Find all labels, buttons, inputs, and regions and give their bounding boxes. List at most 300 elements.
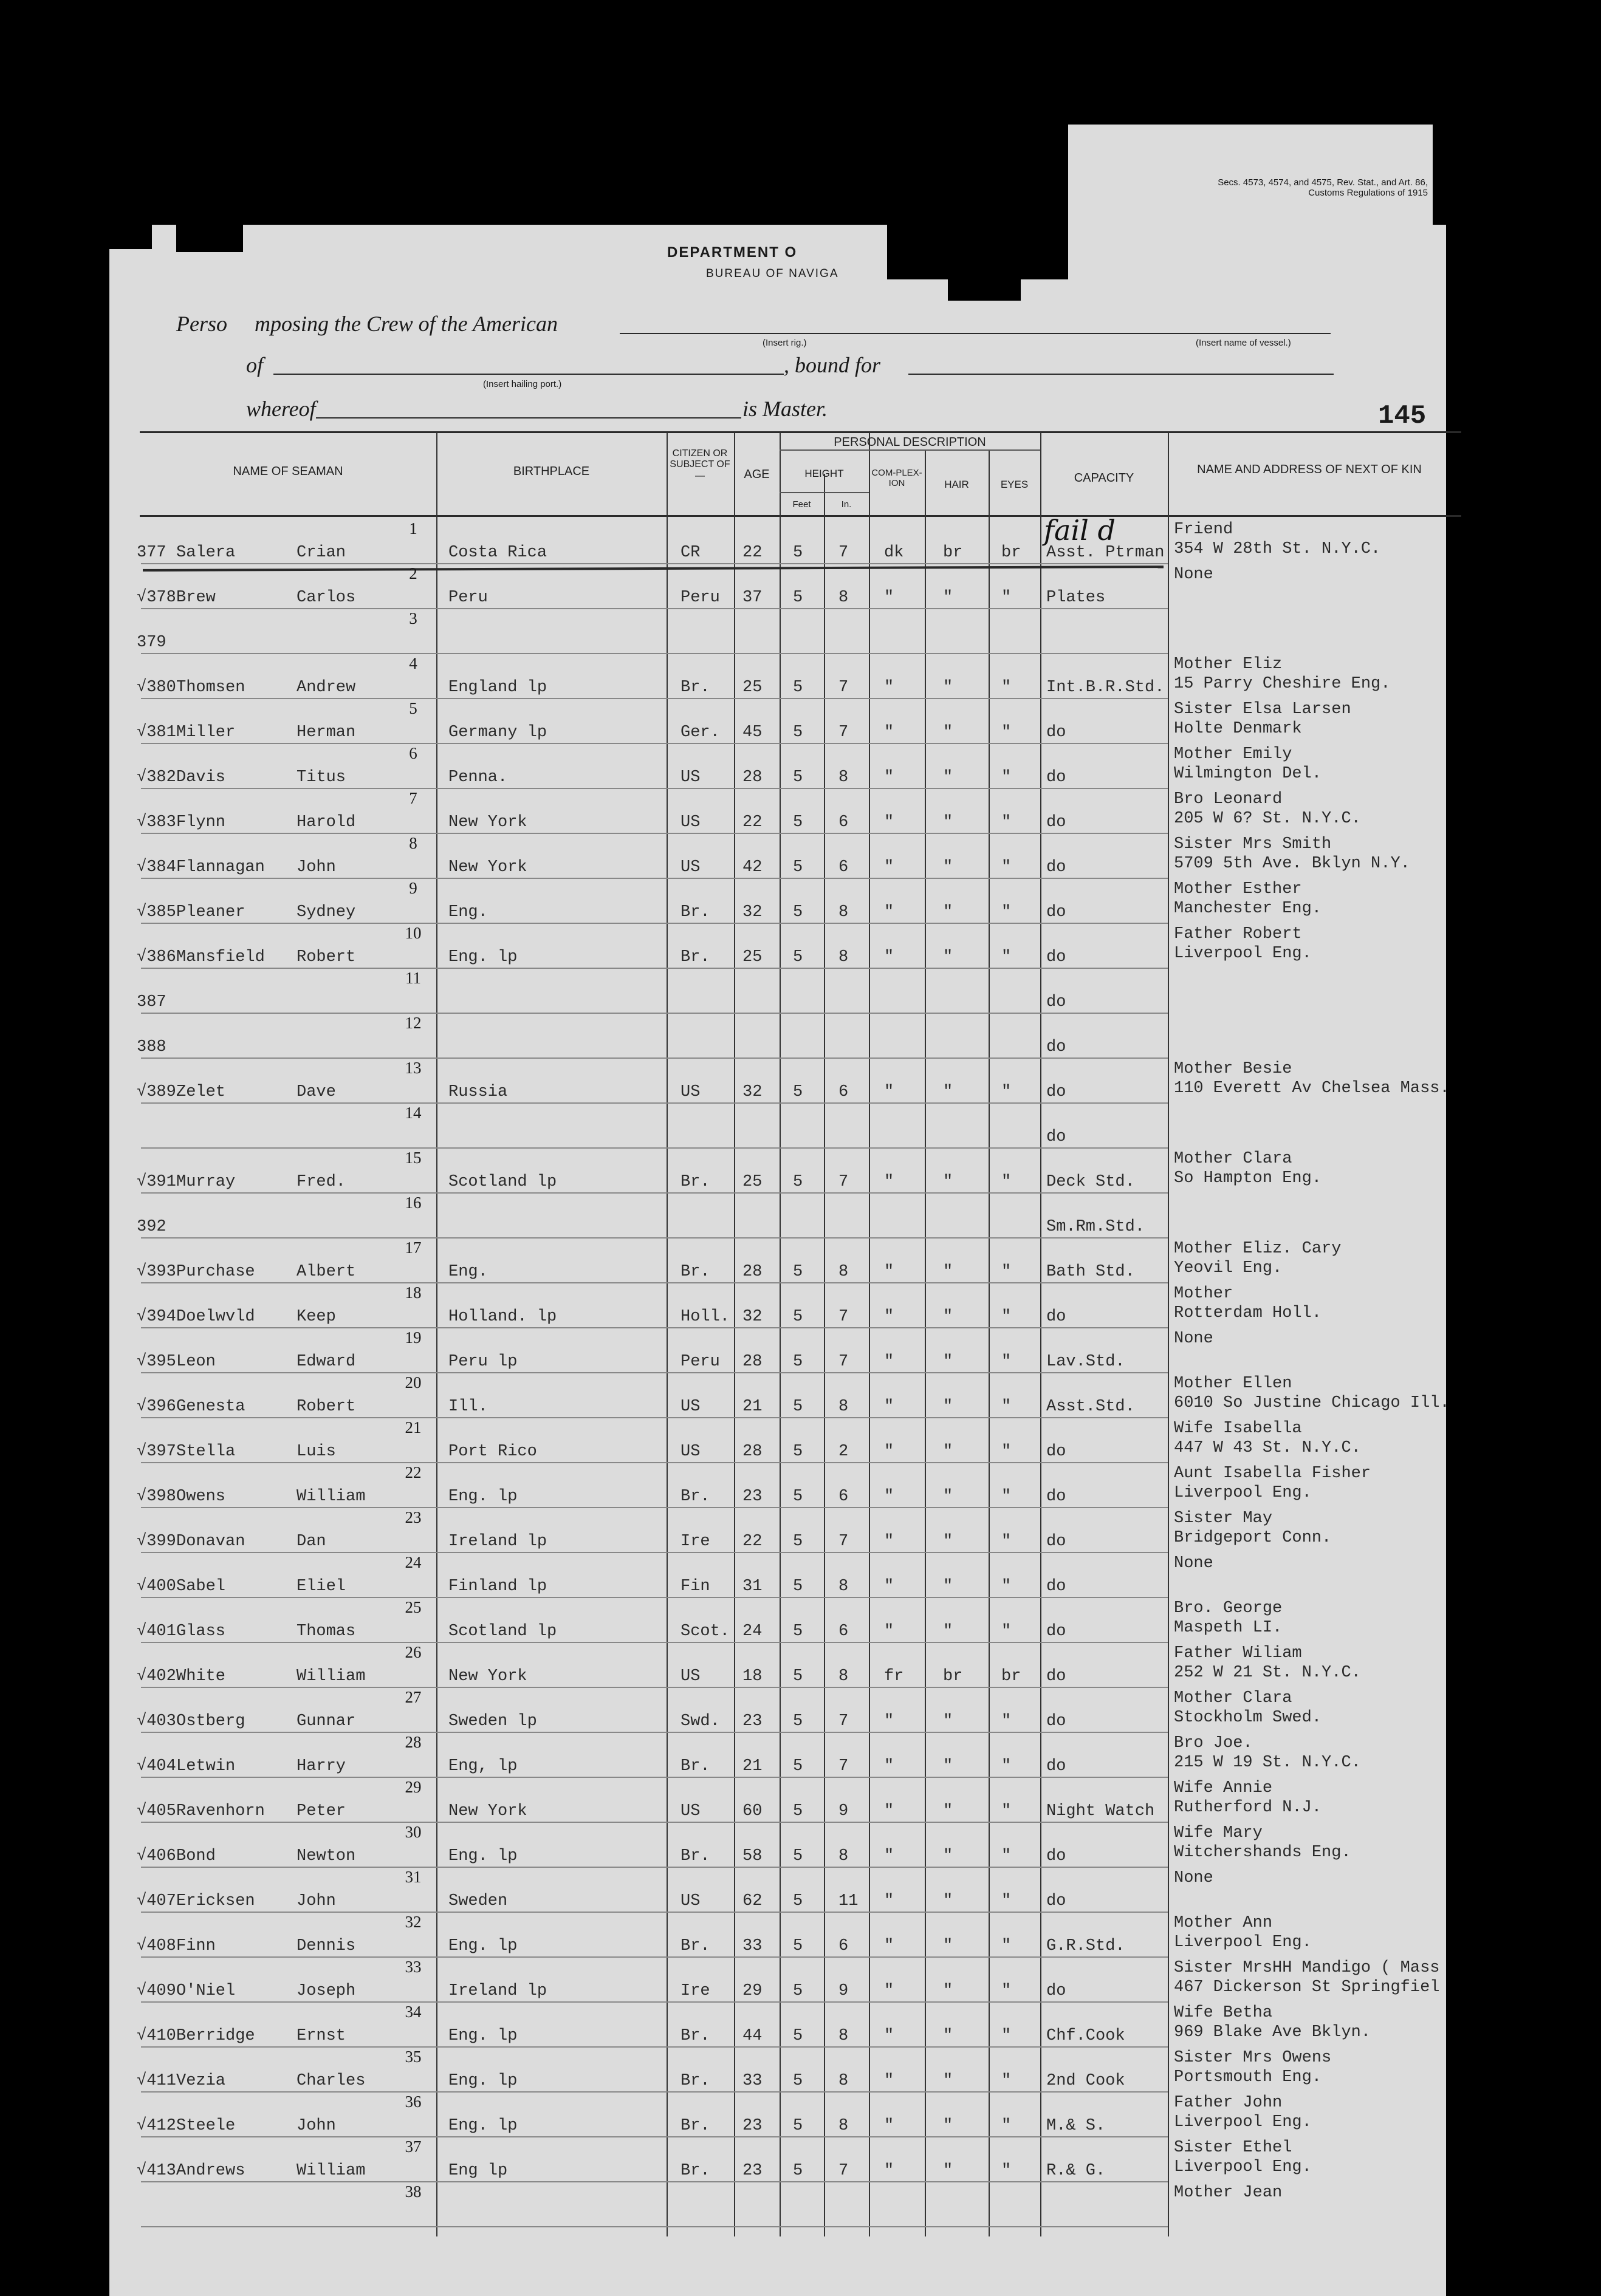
cell-next-of-kin-name: Sister Mrs Owens [1174, 2049, 1332, 2067]
cell-citizenship: US [681, 768, 701, 787]
regulations-note: Secs. 4573, 4574, and 4575, Rev. Stat., and Art. 86, Customs Regulations of 1915 [1218, 177, 1428, 198]
cell-citizenship: Br. [681, 2027, 710, 2045]
cell-next-of-kin-name: Mother Esther [1174, 880, 1302, 898]
cell-next-of-kin-address: Rotterdam Holl. [1174, 1304, 1322, 1322]
cell-eyes: " [1001, 2072, 1012, 2090]
cell-height-inches: 6 [838, 1488, 849, 1506]
cell-citizenship: Br. [681, 903, 710, 921]
cell-citizenship: Holl. [681, 1308, 730, 1326]
row-number: 3 [409, 609, 417, 627]
col-header-capacity: CAPACITY [1074, 471, 1134, 485]
cell-given-name: Albert [297, 1263, 356, 1281]
cell-surname: Ravenhorn [176, 1802, 265, 1820]
cell-capacity: do [1046, 813, 1066, 832]
cell-surname: O'Niel [176, 1982, 236, 2000]
cell-eyes: " [1001, 2027, 1012, 2045]
row-number: 15 [405, 1149, 422, 1167]
master-label: is Master. [742, 397, 828, 421]
cell-height-feet: 5 [793, 1398, 803, 1416]
cell-capacity: do [1046, 858, 1066, 876]
cell-age: 24 [742, 1622, 763, 1641]
cell-next-of-kin-name: None [1174, 1330, 1213, 1348]
cell-next-of-kin-name: Mother Ellen [1174, 1375, 1292, 1393]
cell-seq-number: √402 [137, 1667, 176, 1686]
cell-next-of-kin-address: So Hampton Eng. [1174, 1169, 1322, 1187]
cell-surname: Sabel [176, 1577, 226, 1596]
cell-citizenship: US [681, 813, 701, 832]
cell-next-of-kin-address: 467 Dickerson St Springfiel [1174, 1978, 1440, 1997]
cell-complexion: fr [884, 1667, 904, 1686]
cell-next-of-kin-name: Mother [1174, 1285, 1233, 1303]
row-rule [141, 2181, 1168, 2182]
row-number: 22 [405, 1463, 422, 1481]
cell-height-inches: 8 [838, 768, 849, 787]
row-rule [141, 1192, 1168, 1194]
cell-next-of-kin-address: 205 W 6? St. N.Y.C. [1174, 810, 1361, 828]
cell-eyes: " [1001, 1488, 1012, 1506]
row-rule [141, 1327, 1168, 1328]
cell-given-name: Edward [297, 1353, 356, 1371]
cell-height-inches: 8 [838, 1667, 849, 1686]
row-rule [141, 698, 1168, 699]
cell-hair: " [943, 903, 953, 921]
cell-age: 29 [742, 1982, 763, 2000]
cell-complexion: dk [884, 544, 904, 562]
cell-given-name: William [297, 2162, 366, 2180]
cell-surname: Davis [176, 768, 226, 787]
row-number: 7 [409, 789, 417, 807]
cell-birthplace: Eng. lp [448, 2072, 518, 2090]
cell-given-name: William [297, 1488, 366, 1506]
row-number: 32 [405, 1913, 422, 1931]
cell-birthplace: Port Rico [448, 1443, 537, 1461]
cell-birthplace: Ill. [448, 1398, 488, 1416]
row-number: 36 [405, 2093, 422, 2111]
cell-next-of-kin-address: Manchester Eng. [1174, 900, 1322, 918]
cell-seq-number: √413 [137, 2162, 176, 2180]
cell-birthplace: Eng lp [448, 2162, 508, 2180]
cell-seq-number: √406 [137, 1847, 176, 1865]
row-rule [141, 2091, 1168, 2093]
bureau-title: BUREAU OF NAVIGA [706, 267, 839, 280]
row-rule [141, 1642, 1168, 1643]
cell-next-of-kin-name: Mother Ann [1174, 1914, 1273, 1932]
cell-next-of-kin-address: Liverpool Eng. [1174, 2158, 1312, 2176]
torn-edge [948, 276, 1021, 301]
cell-eyes: " [1001, 1263, 1012, 1281]
personal-desc-rule [780, 449, 1040, 451]
hailing-note: (Insert hailing port.) [483, 379, 562, 389]
row-number: 16 [405, 1194, 422, 1212]
cell-given-name: Thomas [297, 1622, 356, 1641]
cell-citizenship: Br. [681, 1757, 710, 1775]
cell-height-feet: 5 [793, 768, 803, 787]
cell-citizenship: US [681, 1398, 701, 1416]
cell-next-of-kin-address: Holte Denmark [1174, 720, 1302, 738]
cell-complexion: " [884, 1532, 894, 1551]
cell-eyes: " [1001, 813, 1012, 832]
cell-height-inches: 8 [838, 2027, 849, 2045]
cell-height-inches: 9 [838, 1982, 849, 2000]
cell-surname: Stella [176, 1443, 236, 1461]
col-divider [667, 432, 668, 2236]
cell-next-of-kin-name: Mother Clara [1174, 1689, 1292, 1707]
cell-given-name: Dave [297, 1083, 336, 1101]
row-number: 11 [405, 969, 421, 987]
handwritten-annotation: fail d [1044, 514, 1116, 547]
cell-seq-number: √395 [137, 1353, 176, 1371]
cell-capacity: do [1046, 723, 1066, 742]
cell-given-name: Keep [297, 1308, 336, 1326]
cell-eyes: " [1001, 1982, 1012, 2000]
cell-seq-number: √382 [137, 768, 176, 787]
row-number: 4 [409, 654, 417, 672]
cell-complexion: " [884, 813, 894, 832]
cell-next-of-kin-address: Maspeth LI. [1174, 1619, 1283, 1637]
cell-next-of-kin-address: 15 Parry Cheshire Eng. [1174, 675, 1391, 693]
cell-age: 28 [742, 1263, 763, 1281]
cell-age: 32 [742, 1308, 763, 1326]
cell-age: 18 [742, 1667, 763, 1686]
cell-birthplace: Penna. [448, 768, 508, 787]
blank-rule [273, 374, 784, 375]
cell-hair: " [943, 1263, 953, 1281]
row-number: 17 [405, 1239, 422, 1257]
cell-surname: Brew [176, 589, 216, 607]
row-number: 34 [405, 2003, 422, 2021]
row-rule [141, 1237, 1168, 1239]
cell-citizenship: CR [681, 544, 701, 562]
cell-capacity: Night Watch [1046, 1802, 1155, 1820]
cell-height-feet: 5 [793, 1622, 803, 1641]
row-rule [141, 1732, 1168, 1733]
cell-given-name: Charles [297, 2072, 366, 2090]
cell-complexion: " [884, 723, 894, 742]
cell-next-of-kin-address: 252 W 21 St. N.Y.C. [1174, 1664, 1361, 1682]
cell-citizenship: US [681, 1443, 701, 1461]
cell-citizenship: US [681, 1892, 701, 1910]
cell-birthplace: England lp [448, 678, 547, 697]
cell-height-feet: 5 [793, 1577, 803, 1596]
cell-surname: Leon [176, 1353, 216, 1371]
row-number: 27 [405, 1688, 422, 1706]
cell-next-of-kin-address: Liverpool Eng. [1174, 2113, 1312, 2131]
cell-birthplace: Costa Rica [448, 544, 547, 562]
cell-next-of-kin-name: Aunt Isabella Fisher [1174, 1464, 1371, 1483]
col-divider [1168, 432, 1169, 2236]
cell-hair: " [943, 768, 953, 787]
cell-next-of-kin-name: Bro Leonard [1174, 790, 1283, 808]
cell-seq-number: √401 [137, 1622, 176, 1641]
row-rule [141, 1687, 1168, 1688]
col-divider [925, 449, 926, 2236]
cell-height-inches: 7 [838, 1712, 849, 1731]
cell-seq-number: √378 [137, 589, 176, 607]
cell-height-feet: 5 [793, 678, 803, 697]
cell-height-inches: 8 [838, 1847, 849, 1865]
cell-complexion: " [884, 1353, 894, 1371]
cell-surname: Vezia [176, 2072, 226, 2090]
cell-next-of-kin-name: Sister May [1174, 1509, 1273, 1528]
cell-hair: " [943, 858, 953, 876]
cell-hair: " [943, 1892, 953, 1910]
row-rule [141, 653, 1168, 654]
cell-height-feet: 5 [793, 1173, 803, 1191]
cell-surname: Murray [176, 1173, 236, 1191]
cell-given-name: Gunnar [297, 1712, 356, 1731]
cell-citizenship: US [681, 1802, 701, 1820]
cell-height-inches: 2 [838, 1443, 849, 1461]
cell-surname: Finn [176, 1937, 216, 1955]
cell-seq-number: √400 [137, 1577, 176, 1596]
cell-complexion: " [884, 1083, 894, 1101]
cell-age: 23 [742, 2117, 763, 2135]
cell-hair: " [943, 1308, 953, 1326]
cell-complexion: " [884, 2117, 894, 2135]
cell-next-of-kin-name: Wife Annie [1174, 1779, 1273, 1797]
torn-edge [176, 225, 243, 252]
cell-citizenship: Br. [681, 678, 710, 697]
cell-hair: " [943, 2072, 953, 2090]
row-rule [141, 1822, 1168, 1823]
cell-surname: Pleaner [176, 903, 245, 921]
cell-birthplace: Peru lp [448, 1353, 518, 1371]
cell-surname: Andrews [176, 2162, 245, 2180]
cell-height-feet: 5 [793, 1982, 803, 2000]
cell-height-inches: 7 [838, 544, 849, 562]
cell-hair: " [943, 1353, 953, 1371]
cell-capacity: do [1046, 1083, 1066, 1101]
cell-birthplace: Holland. lp [448, 1308, 557, 1326]
cell-capacity: do [1046, 1622, 1066, 1641]
col-header-age: AGE [744, 468, 770, 481]
row-number: 6 [409, 744, 417, 762]
torn-edge [109, 225, 152, 249]
col-divider [989, 449, 990, 2236]
row-number: 24 [405, 1553, 422, 1571]
row-number: 31 [405, 1868, 422, 1886]
cell-next-of-kin-address: Bridgeport Conn. [1174, 1529, 1332, 1547]
cell-surname: Zelet [176, 1083, 226, 1101]
cell-hair: " [943, 1937, 953, 1955]
cell-height-inches: 11 [838, 1892, 859, 1910]
cell-birthplace: Scotland lp [448, 1173, 557, 1191]
row-number: 25 [405, 1598, 422, 1616]
cell-birthplace: Russia [448, 1083, 508, 1101]
table-top-rule [140, 431, 1461, 433]
cell-eyes: " [1001, 1847, 1012, 1865]
cell-age: 23 [742, 1712, 763, 1731]
cell-hair: " [943, 1712, 953, 1731]
cell-next-of-kin-name: None [1174, 565, 1213, 584]
cell-height-inches: 7 [838, 723, 849, 742]
cell-next-of-kin-name: Mother Jean [1174, 2184, 1283, 2202]
row-rule [141, 1597, 1168, 1598]
cell-complexion: " [884, 1173, 894, 1191]
cell-birthplace: Germany lp [448, 723, 547, 742]
col-header-name: NAME OF SEAMAN [233, 465, 343, 478]
cell-next-of-kin-address: Rutherford N.J. [1174, 1799, 1322, 1817]
row-rule [141, 1777, 1168, 1778]
cell-citizenship: US [681, 858, 701, 876]
cell-height-feet: 5 [793, 1488, 803, 1506]
cell-age: 44 [742, 2027, 763, 2045]
cell-given-name: Harry [297, 1757, 346, 1775]
cell-seq-number: √384 [137, 858, 176, 876]
cell-next-of-kin-address: 447 W 43 St. N.Y.C. [1174, 1439, 1361, 1457]
cell-capacity: do [1046, 1982, 1066, 2000]
cell-hair: " [943, 1488, 953, 1506]
row-rule [141, 1462, 1168, 1463]
cell-height-inches: 8 [838, 903, 849, 921]
cell-seq-number: √409 [137, 1982, 176, 2000]
cell-hair: br [943, 1667, 963, 1686]
cell-height-feet: 5 [793, 1937, 803, 1955]
cell-next-of-kin-name: None [1174, 1554, 1213, 1573]
cell-capacity: R.& G. [1046, 2162, 1106, 2180]
cell-surname: Purchase [176, 1263, 255, 1281]
cell-next-of-kin-address: 110 Everett Av Chelsea Mass. [1174, 1079, 1450, 1098]
cell-eyes: " [1001, 1173, 1012, 1191]
cell-height-inches: 6 [838, 1622, 849, 1641]
cell-capacity: do [1046, 993, 1066, 1011]
col-header-complexion: COM-PLEX-ION [871, 468, 922, 489]
cell-age: 60 [742, 1802, 763, 1820]
row-number: 9 [409, 879, 417, 897]
cell-next-of-kin-name: Wife Betha [1174, 2004, 1273, 2022]
row-rule [141, 1013, 1168, 1014]
cell-birthplace: New York [448, 858, 527, 876]
cell-capacity: do [1046, 1532, 1066, 1551]
cell-next-of-kin-address: Liverpool Eng. [1174, 1933, 1312, 1952]
cell-next-of-kin-name: Sister Mrs Smith [1174, 835, 1332, 853]
cell-eyes: " [1001, 948, 1012, 966]
cell-given-name: Dennis [297, 1937, 356, 1955]
row-rule [141, 1057, 1168, 1059]
row-rule [141, 1552, 1168, 1553]
cell-eyes: " [1001, 1308, 1012, 1326]
cell-next-of-kin-name: Bro Joe. [1174, 1734, 1253, 1752]
cell-next-of-kin-name: Sister Ethel [1174, 2139, 1292, 2157]
cell-height-inches: 8 [838, 1263, 849, 1281]
col-divider [1040, 432, 1041, 2236]
cell-next-of-kin-name: Mother Eliz. Cary [1174, 1240, 1342, 1258]
cell-seq-number: √398 [137, 1488, 176, 1506]
cell-next-of-kin-address: Witchershands Eng. [1174, 1843, 1351, 1862]
cell-eyes: " [1001, 723, 1012, 742]
cell-capacity: do [1046, 1892, 1066, 1910]
cell-birthplace: Eng. lp [448, 948, 518, 966]
cell-capacity: 2nd Cook [1046, 2072, 1125, 2090]
cell-next-of-kin-name: Friend [1174, 521, 1233, 539]
col-header-birthplace: BIRTHPLACE [513, 465, 590, 478]
cell-height-inches: 8 [838, 948, 849, 966]
cell-complexion: " [884, 2027, 894, 2045]
cell-seq-number: √411 [137, 2072, 176, 2090]
cell-age: 33 [742, 2072, 763, 2090]
col-divider [734, 432, 735, 2236]
cell-hair: " [943, 948, 953, 966]
cell-complexion: " [884, 1398, 894, 1416]
row-rule [141, 2046, 1168, 2048]
cell-age: 22 [742, 813, 763, 832]
cell-height-feet: 5 [793, 1667, 803, 1686]
cell-citizenship: US [681, 1083, 701, 1101]
cell-birthplace: New York [448, 1802, 527, 1820]
cell-next-of-kin-address: 215 W 19 St. N.Y.C. [1174, 1754, 1361, 1772]
cell-next-of-kin-name: Sister MrsHH Mandigo ( Mass [1174, 1959, 1440, 1977]
col-header-citizen: CITIZEN OR SUBJECT OF— [670, 448, 730, 481]
cell-capacity: Deck Std. [1046, 1173, 1135, 1191]
cell-seq-number: √393 [137, 1263, 176, 1281]
cell-given-name: Joseph [297, 1982, 356, 2000]
cell-height-inches: 7 [838, 1353, 849, 1371]
cell-complexion: " [884, 1937, 894, 1955]
cell-citizenship: Ire [681, 1532, 710, 1551]
row-rule [141, 878, 1168, 879]
cell-height-feet: 5 [793, 1802, 803, 1820]
row-rule [141, 2136, 1168, 2137]
row-number: 13 [405, 1059, 422, 1077]
cell-eyes: " [1001, 1083, 1012, 1101]
cell-citizenship: US [681, 1667, 701, 1686]
cell-next-of-kin-address: 6010 So Justine Chicago Ill. [1174, 1394, 1450, 1412]
cell-seq-number: √404 [137, 1757, 176, 1775]
cell-height-inches: 6 [838, 813, 849, 832]
row-number: 21 [405, 1418, 422, 1437]
col-header-eyes: EYES [1000, 479, 1029, 490]
cell-age: 25 [742, 678, 763, 697]
row-number: 5 [409, 699, 417, 717]
cell-height-feet: 5 [793, 1308, 803, 1326]
height-rule [780, 492, 869, 493]
cell-given-name: Sydney [297, 903, 356, 921]
bound-label: , bound for [784, 353, 881, 377]
cell-citizenship: Br. [681, 1847, 710, 1865]
cell-citizenship: Br. [681, 1937, 710, 1955]
cell-capacity: Plates [1046, 589, 1106, 607]
cell-complexion: " [884, 2072, 894, 2090]
row-number: 10 [405, 924, 422, 942]
row-rule [141, 1147, 1168, 1149]
cell-height-inches: 6 [838, 1083, 849, 1101]
cell-given-name: Andrew [297, 678, 356, 697]
cell-hair: " [943, 1398, 953, 1416]
cell-height-feet: 5 [793, 1263, 803, 1281]
cell-height-feet: 5 [793, 1443, 803, 1461]
cell-height-inches: 8 [838, 1398, 849, 1416]
cell-seq-number: √408 [137, 1937, 176, 1955]
cell-height-inches: 6 [838, 858, 849, 876]
col-divider [869, 432, 870, 2236]
whereof-label: whereof [246, 397, 316, 421]
cell-eyes: " [1001, 2162, 1012, 2180]
torn-edge [887, 225, 1068, 279]
cell-eyes: " [1001, 2117, 1012, 2135]
row-rule [141, 1912, 1168, 1913]
row-number: 35 [405, 2048, 422, 2066]
row-rule [141, 743, 1168, 744]
col-header-personal: PERSONAL DESCRIPTION [834, 436, 986, 449]
cell-seq-number: √403 [137, 1712, 176, 1731]
cell-eyes: " [1001, 1712, 1012, 1731]
cell-height-feet: 5 [793, 1083, 803, 1101]
cell-age: 32 [742, 1083, 763, 1101]
cell-seq-number: √412 [137, 2117, 176, 2135]
cell-given-name: Newton [297, 1847, 356, 1865]
table-header-bottom-rule [140, 515, 1461, 517]
cell-surname: Mansfield [176, 948, 265, 966]
